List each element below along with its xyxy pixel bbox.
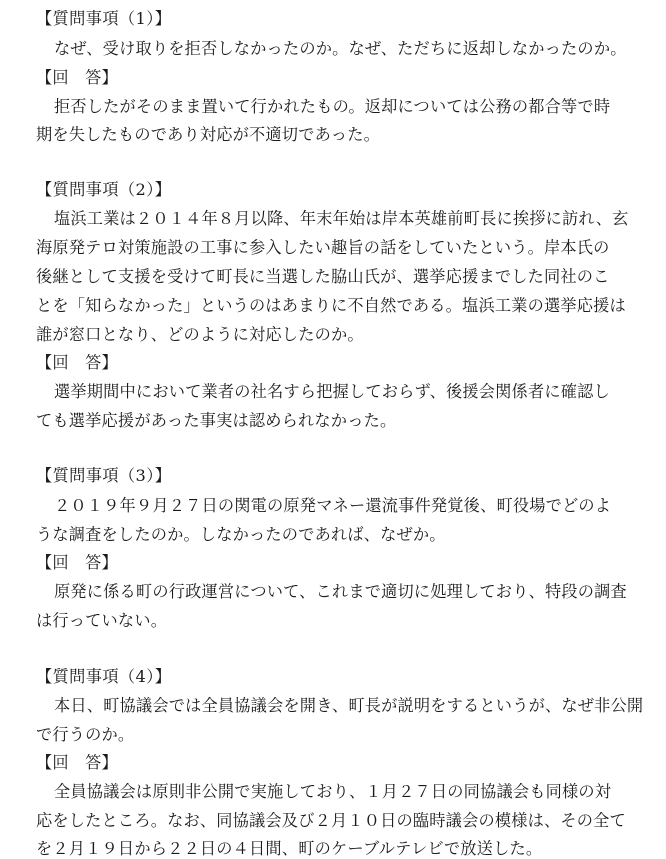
question-heading-3: 【質問事項（3）】 bbox=[36, 466, 172, 485]
question-4-line-1: 本日、町協議会では全員協議会を開き、町長が説明をするというが、なぜ非公開 bbox=[54, 696, 644, 715]
answer-2-line-1: 選挙期間中において業者の社名すら把握しておらず、後援会関係者に確認し bbox=[54, 382, 610, 401]
answer-heading-3: 【回 答】 bbox=[36, 553, 118, 572]
answer-1-line-2: 期を失したものであり対応が不適切であった。 bbox=[36, 125, 380, 144]
question-heading-1: 【質問事項（1）】 bbox=[36, 9, 172, 28]
question-4-line-2: で行うのか。 bbox=[36, 725, 135, 744]
answer-2-line-2: ても選挙応援があった事実は認められなかった。 bbox=[36, 411, 397, 430]
question-3-line-2: うな調査をしたのか。しなかったのであれば、なぜか。 bbox=[36, 525, 446, 544]
question-2-line-4: とを「知らなかった」というのはあまりに不自然である。塩浜工業の選挙応援は bbox=[36, 296, 626, 315]
answer-heading-1: 【回 答】 bbox=[36, 68, 118, 87]
answer-3-line-1: 原発に係る町の行政運営について、これまで適切に処理しており、特段の調査 bbox=[54, 582, 627, 601]
question-heading-4: 【質問事項（4）】 bbox=[36, 667, 172, 686]
question-1-line-1: なぜ、受け取りを拒否しなかったのか。なぜ、ただちに返却しなかったのか。 bbox=[54, 39, 627, 58]
answer-heading-2: 【回 答】 bbox=[36, 353, 118, 372]
question-2-line-5: 誰が窓口となり、どのように対応したのか。 bbox=[36, 325, 364, 344]
question-2-line-2: 海原発テロ対策施設の工事に参入したい趣旨の話をしていたという。岸本氏の bbox=[36, 238, 610, 257]
answer-4-line-2: 応をしたところ。なお、同協議会及び２月１０日の臨時議会の模様は、その全て bbox=[36, 811, 626, 830]
answer-3-line-2: は行っていない。 bbox=[36, 611, 168, 630]
answer-4-line-1: 全員協議会は原則非公開で実施しており、１月２７日の同協議会も同様の対 bbox=[54, 782, 612, 801]
question-2-line-3: 後継として支援を受けて町長に当選した脇山氏が、選挙応援までした同社のこ bbox=[36, 267, 610, 286]
question-2-line-1: 塩浜工業は２０１４年８月以降、年末年始は岸本英雄前町長に挨拶に訪れ、玄 bbox=[54, 209, 629, 228]
question-3-line-1: ２０１９年９月２７日の関電の原発マネー還流事件発覚後、町役場でどのよ bbox=[54, 496, 612, 515]
question-heading-2: 【質問事項（2）】 bbox=[36, 180, 172, 199]
answer-4-line-3: を２月１９日から２２日の４日間、町のケーブルテレビで放送した。 bbox=[36, 839, 543, 858]
answer-heading-4: 【回 答】 bbox=[36, 753, 118, 772]
answer-1-line-1: 拒否したがそのまま置いて行かれたもの。返却については公務の都合等で時 bbox=[54, 97, 611, 116]
